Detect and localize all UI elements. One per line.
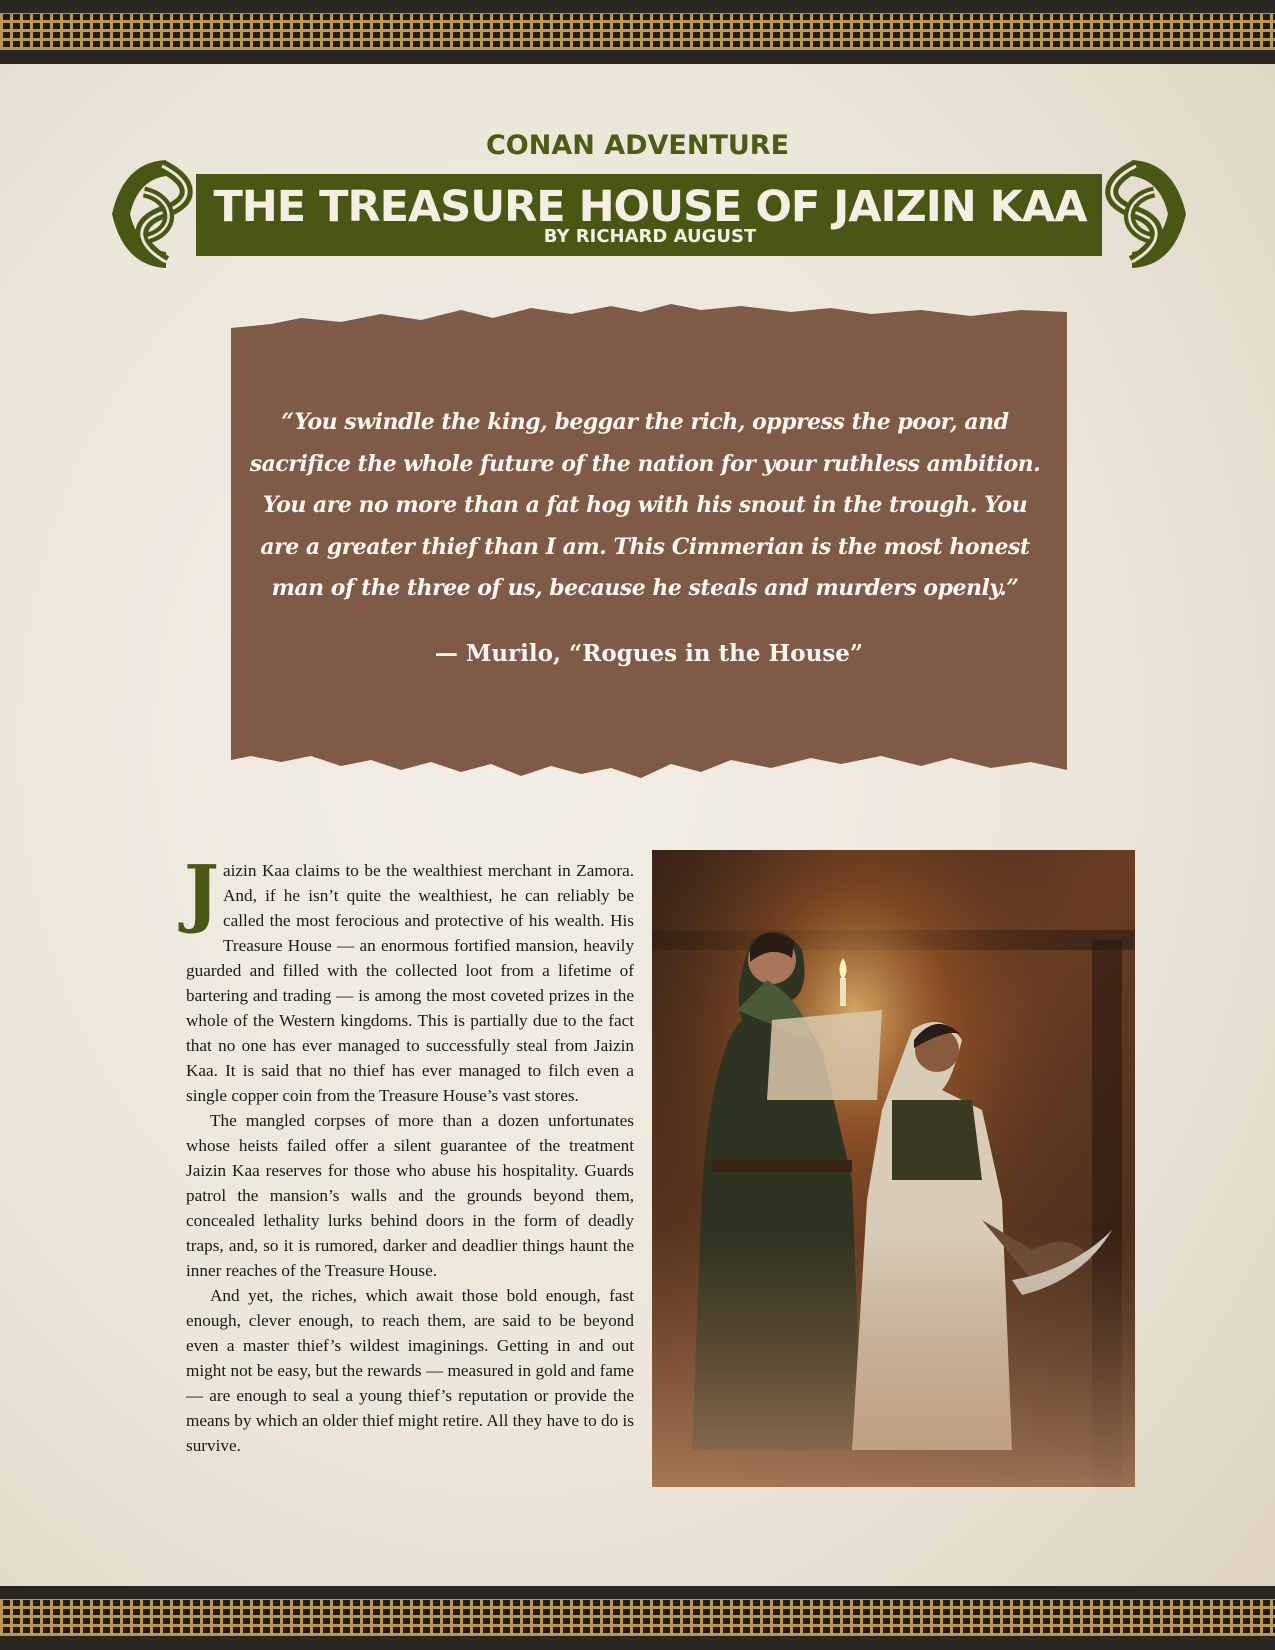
author-byline: BY RICHARD AUGUST (543, 226, 757, 247)
celtic-knot-icon (1076, 152, 1194, 276)
epigraph-quote: “You swindle the king, beggar the rich, oppress the poor, and sacrifice the whole future of the nation for your ruthless ambition. You are no more than a fat hog with his snout in the trough. You are a greater thief than I am. This Cimmerian is the most honest man of the three of us, because he steals and murders openly.” (249, 409, 1041, 602)
thieves-illustration (652, 850, 1135, 1487)
adventure-kicker: CONAN ADVENTURE (485, 130, 790, 161)
paragraph-1: Jaizin Kaa claims to be the wealthiest merchant in Zamora. And, if he isn’t quite the wealthiest, he can reliably be called the most ferocious and protective of his wealth. His Treasure House — an enormous fortified mansion, heavily guarded and filled with the collected loot from a lifetime of bartering and trading — is among the most coveted prizes in the whole of the Western kingdoms. This is partially due to the fact that no one has ever managed to successfully steal from Jaizin Kaa. It is said that no thief has ever managed to filch even a single copper coin from the Treasure House’s vast stores. (184, 850, 634, 1105)
quote-attribution: — Murilo, “Rogues in the House” (434, 640, 864, 667)
body-text (184, 850, 634, 1458)
page-title: THE TREASURE HOUSE OF JAIZIN KAA (213, 182, 1087, 232)
bottom-greek-key-border (0, 1586, 1275, 1650)
paragraph-3: And yet, the riches, which await those bold enough, fast enough, clever enough, to reach them, are said to be beyond even a master thief’s wildest imaginings. Getting in and out might not be easy, but the rewards — measured in gold and fame — are enough to seal a young thief’s reputation or provide the means by which an older thief might retire. All they have to do is survive. (186, 1286, 634, 1455)
title-banner (212, 174, 1088, 256)
drop-cap: J (184, 850, 220, 936)
paragraph-2: The mangled corpses of more than a dozen unfortunates whose heists failed offer a silent guarantee of the treatment Jaizin Kaa reserves for those who abuse his hospitality. Guards patrol the mansion’s walls and the grounds beyond them, concealed lethality lurks behind doors in the form of deadly traps, and, so it is rumored, darker and deadlier things haunt the inner reaches of the Treasure House. (186, 1111, 634, 1280)
celtic-knot-icon (104, 152, 222, 276)
top-greek-key-border (0, 0, 1275, 64)
